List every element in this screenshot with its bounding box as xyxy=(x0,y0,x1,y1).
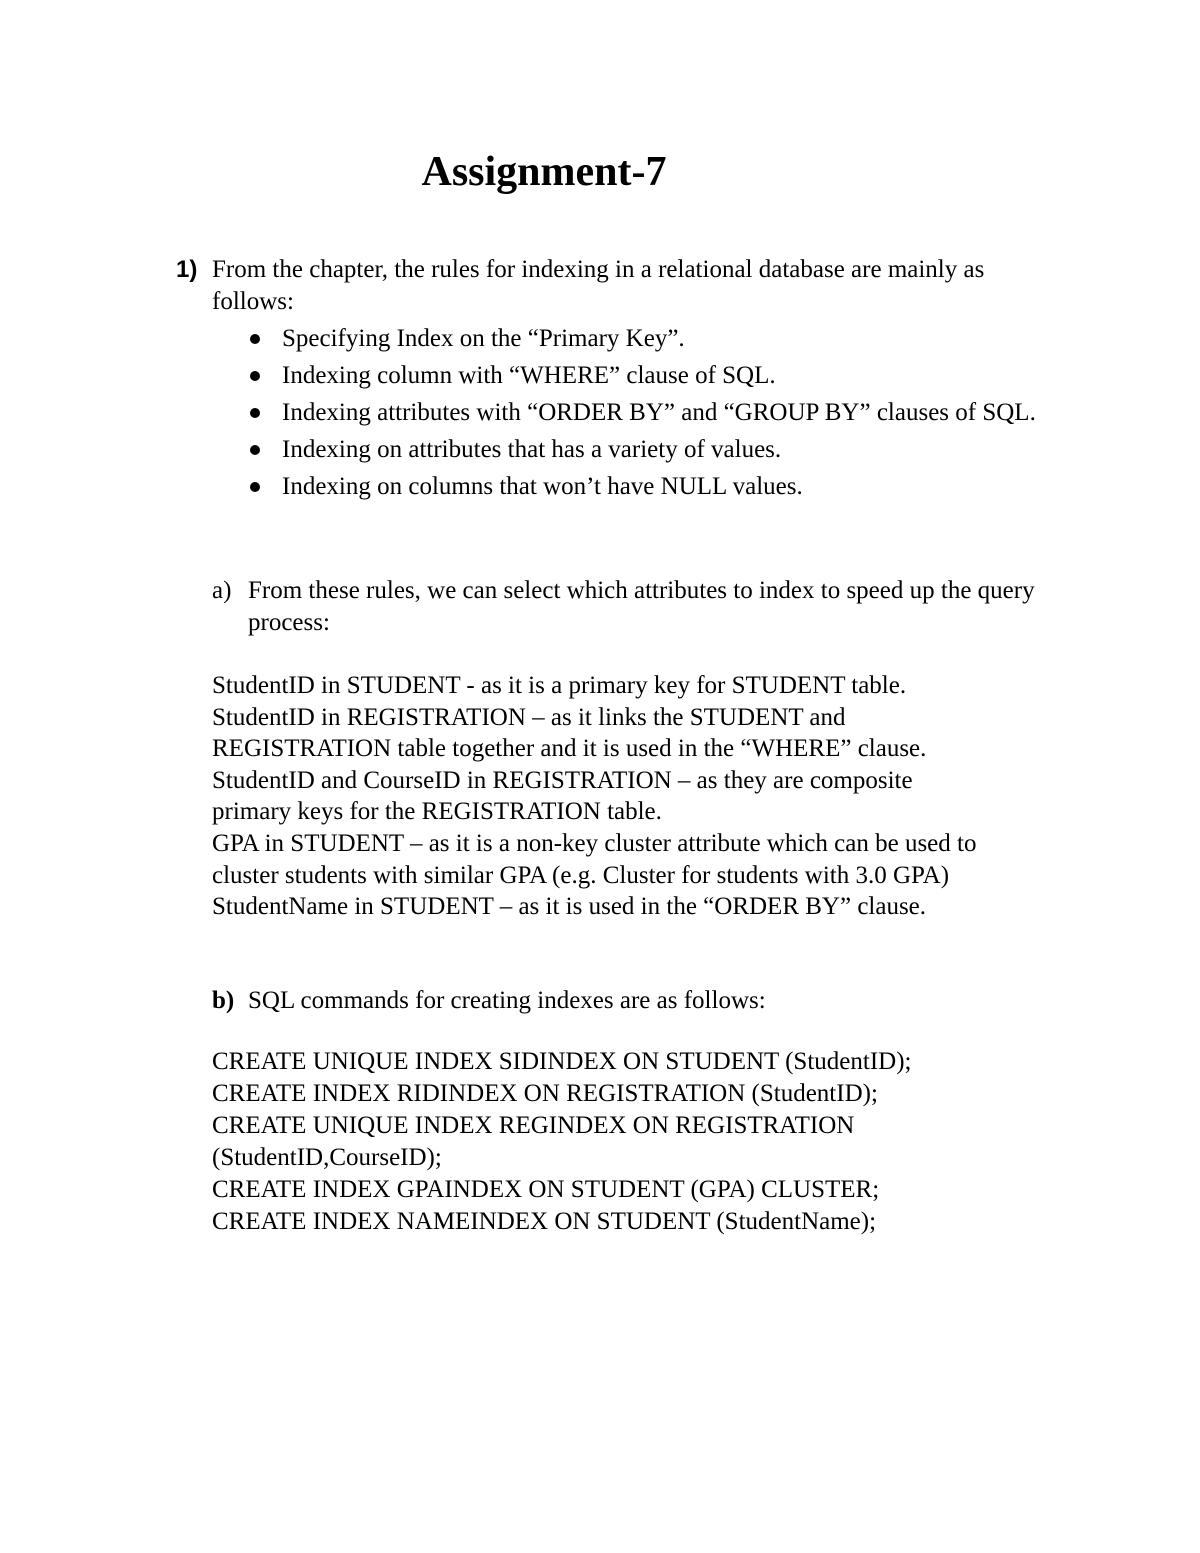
attribute-line: StudentID in REGISTRATION – as it links the STUDENT and xyxy=(212,703,846,731)
bullet-icon xyxy=(250,408,260,418)
bullet-icon xyxy=(250,445,260,455)
list-item xyxy=(244,471,1064,503)
list-item xyxy=(244,360,1064,392)
question-intro: From the chapter, the rules for indexing in a relational database are mainly as follows: xyxy=(212,256,985,315)
rule-text: Indexing column with “WHERE” clause of SQL. xyxy=(282,362,776,389)
attribute-line: cluster students with similar GPA (e.g. Cluster for students with 3.0 GPA) xyxy=(212,861,950,889)
sql-commands xyxy=(212,1046,1092,1238)
question-number: 1) xyxy=(176,256,198,283)
sql-command-line: CREATE UNIQUE INDEX SIDINDEX ON STUDENT (StudentID); xyxy=(212,1048,912,1075)
sql-command-line: CREATE INDEX RIDINDEX ON REGISTRATION (StudentID); xyxy=(212,1080,878,1107)
sql-command-line: (StudentID,CourseID); xyxy=(212,1144,442,1171)
attribute-line: StudentID and CourseID in REGISTRATION – as they are composite xyxy=(212,766,913,794)
sql-command-line: CREATE UNIQUE INDEX REGINDEX ON REGISTRATION xyxy=(212,1112,855,1139)
part-b-text: SQL commands for creating indexes are as follows: xyxy=(248,987,766,1014)
bullet-icon xyxy=(250,334,260,344)
sql-command-line: CREATE INDEX NAMEINDEX ON STUDENT (StudentName); xyxy=(212,1208,877,1235)
attribute-line: REGISTRATION table together and it is used in the “WHERE” clause. xyxy=(212,735,927,763)
list-item xyxy=(244,434,1064,466)
rule-text: Indexing attributes with “ORDER BY” and “GROUP BY” clauses of SQL. xyxy=(282,399,1036,426)
rule-text: Specifying Index on the “Primary Key”. xyxy=(282,325,685,352)
attribute-line: GPA in STUDENT – as it is a non-key cluster attribute which can be used to xyxy=(212,829,977,857)
attribute-line: StudentName in STUDENT – as it is used in the “ORDER BY” clause. xyxy=(212,893,927,921)
indexed-attributes xyxy=(212,670,1092,923)
part-a-label: a) xyxy=(212,577,232,604)
bullet-icon xyxy=(250,371,260,381)
indexing-rules-list xyxy=(244,323,1064,508)
list-item xyxy=(244,397,1064,429)
part-b-label: b) xyxy=(212,987,235,1014)
bullet-icon xyxy=(250,482,260,492)
rule-text: Indexing on columns that won’t have NULL values. xyxy=(282,473,803,500)
part-a-text: From these rules, we can select which attributes to index to speed up the query process: xyxy=(248,577,1035,636)
document-title: Assignment-7 xyxy=(421,149,667,195)
sql-command-line: CREATE INDEX GPAINDEX ON STUDENT (GPA) CLUSTER; xyxy=(212,1176,880,1203)
attribute-line: primary keys for the REGISTRATION table. xyxy=(212,798,662,826)
rule-text: Indexing on attributes that has a variety of values. xyxy=(282,436,782,463)
list-item xyxy=(244,323,1064,355)
attribute-line: StudentID in STUDENT - as it is a primary key for STUDENT table. xyxy=(212,672,907,699)
